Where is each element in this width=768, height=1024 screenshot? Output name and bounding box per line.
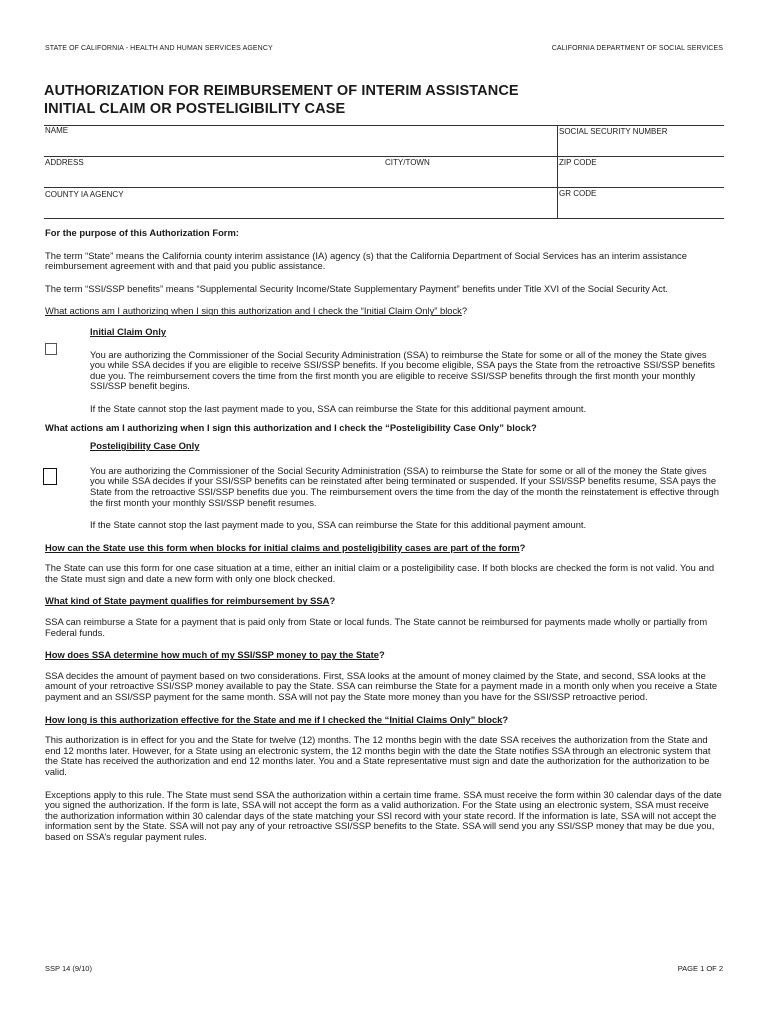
department-header: CALIFORNIA DEPARTMENT OF SOCIAL SERVICES (551, 45, 723, 52)
ssi-definition: The term “SSI/SSP benefits” means “Supplemental Security Income/State Supplementary Payment” benefits under Title XVI of the Social Security Act. (45, 282, 669, 294)
form-title (44, 82, 519, 118)
amount-answer: SSA decides the amount of payment based on two considerations. First, SSA looks at the amount of money claimed by the State, and second, SSA looks at the amount of your retroactive SSI/SSP money available to pay the State. SSA can reimburse the State for a payment made in a month only when you receive a State payment and an SSI/SSP payment for the same month. SSA will not pay the State more money than you have for the SSI/SSP retroactive period. (45, 669, 718, 703)
initial-claim-label: Initial Claim Only (90, 325, 167, 337)
county-field[interactable] (44, 187, 556, 218)
zip-label: ZIP CODE (559, 158, 597, 167)
purpose-heading: For the purpose of this Authorization Form: (45, 227, 239, 238)
ssn-field[interactable] (558, 125, 724, 156)
zip-field[interactable] (558, 156, 724, 187)
gr-field[interactable] (558, 187, 724, 218)
amount-question: How does SSA determine how much of my SSI/SSP money to pay the State? (45, 649, 385, 661)
exceptions-answer: Exceptions apply to this rule. The State must send SSA the authorization within a certain time frame. SSA must receive the form within 30 calendar days of the date you signed the authorization. If the form is late, SSA will not accept the form as a valid authorization. For the State using an electronic system, SSA must receive the authorization information within 30 calendar days of the state matching your SSI record with your state record. If the information is late, SSA will not accept the information sent by the State. SSA will not pay any of your retroactive SSI/SSP benefits to the State. SSA will send you any SSI/SSP money that may be due you, based on SSA’s regular payment rules. (45, 788, 722, 842)
ssn-label: SOCIAL SECURITY NUMBER (559, 127, 668, 136)
form-number: SSP 14 (9/10) (45, 964, 92, 973)
initial-claim-text: You are authorizing the Commissioner of the Social Security Administration (SSA) to reimburse the State for some or all of the money the State gives you while SSA decides if you are eligible to receive SSI/SSP benefits. If you become eligible, SSA pays the State from the retroactive SSI/SSP benefits due you. The reimbursement covers the time from the first month you are eligible to receive SSI/SSP benefits through the first month your monthly SSI/SSP benefit begins. (90, 348, 715, 392)
gr-label: GR CODE (559, 189, 597, 198)
city-label: CITY/TOWN (385, 158, 430, 167)
posteligibility-label: Posteligibility Case Only (90, 440, 200, 452)
initial-claim-note: If the State cannot stop the last payment made to you, SSA can reimburse the State for this additional payment amount. (90, 402, 587, 414)
page-number: PAGE 1 OF 2 (677, 964, 723, 973)
both-blocks-answer: The State can use this form for one case situation at a time, either an initial claim or a posteligibility case. If both blocks are checked the form is not valid. You and the State must sign and date a new form with only one block checked. (45, 562, 715, 584)
name-field[interactable] (44, 125, 556, 156)
county-label: COUNTY IA AGENCY (45, 190, 124, 199)
posteligibility-question: What actions am I authorizing when I sign this authorization and I check the “Posteligibility Case Only” block? (45, 421, 537, 433)
posteligibility-text: You are authorizing the Commissioner of the Social Security Administration (SSA) to reimburse the State for some or all of the money the State gives you while SSA decides if your SSI/SSP benefits can be reinstated after being terminated or suspended. If your SSI/SSP benefits resume, SSA pays the State from the retroactive SSI/SSP benefits due you. The reimbursement overs the time from the day of the month the reinstatement is effective through the first month your monthly SSI/SSP benefit resumes. (90, 464, 719, 508)
both-blocks-question: How can the State use this form when blocks for initial claims and posteligibility cases are part of the form? (45, 541, 526, 553)
address-field[interactable] (44, 156, 384, 187)
form-title-line-1: AUTHORIZATION FOR REIMBURSEMENT OF INTERIM ASSISTANCE (44, 83, 519, 99)
duration-answer: This authorization is in effect for you and the State for twelve (12) months. The 12 months begin with the date SSA receives the authorization from the State and end 12 months later. However, for a State using an electronic system, the 12 months begin with the date the State notifies SSA through an electronic system that the State has received the authorization and end 12 months later. You and a State representative must sign and date the authorization for the authorization to be valid. (45, 734, 711, 777)
form-body (45, 228, 723, 843)
initial-claim-question: What actions am I authorizing when I sign this authorization and I check the “Initial Claim Only” block? (45, 305, 468, 317)
city-field[interactable] (384, 156, 556, 187)
qualifying-payment-answer: SSA can reimburse a State for a payment that is paid only from State or local funds. The State cannot be reimbursed for payments made wholly or partially from Federal funds. (45, 616, 708, 638)
address-label: ADDRESS (45, 158, 84, 167)
form-title-line-2: INITIAL CLAIM OR POSTELIGIBILITY CASE (44, 101, 346, 117)
grid-line (44, 218, 724, 219)
agency-header: STATE OF CALIFORNIA - HEALTH AND HUMAN SERVICES AGENCY (45, 45, 273, 52)
posteligibility-note: If the State cannot stop the last payment made to you, SSA can reimburse the State for this additional payment amount. (90, 519, 587, 531)
qualifying-payment-question: What kind of State payment qualifies for reimbursement by SSA? (45, 595, 336, 607)
state-definition: The term “State” means the California county interim assistance (IA) agency (s) that the California Department of Social Services has an interim assistance reimbursement agreement with and that paid you public assistance. (45, 249, 687, 272)
name-label: NAME (45, 126, 69, 135)
duration-question: How long is this authorization effective for the State and me if I checked the “Initial Claims Only” block? (45, 713, 509, 725)
